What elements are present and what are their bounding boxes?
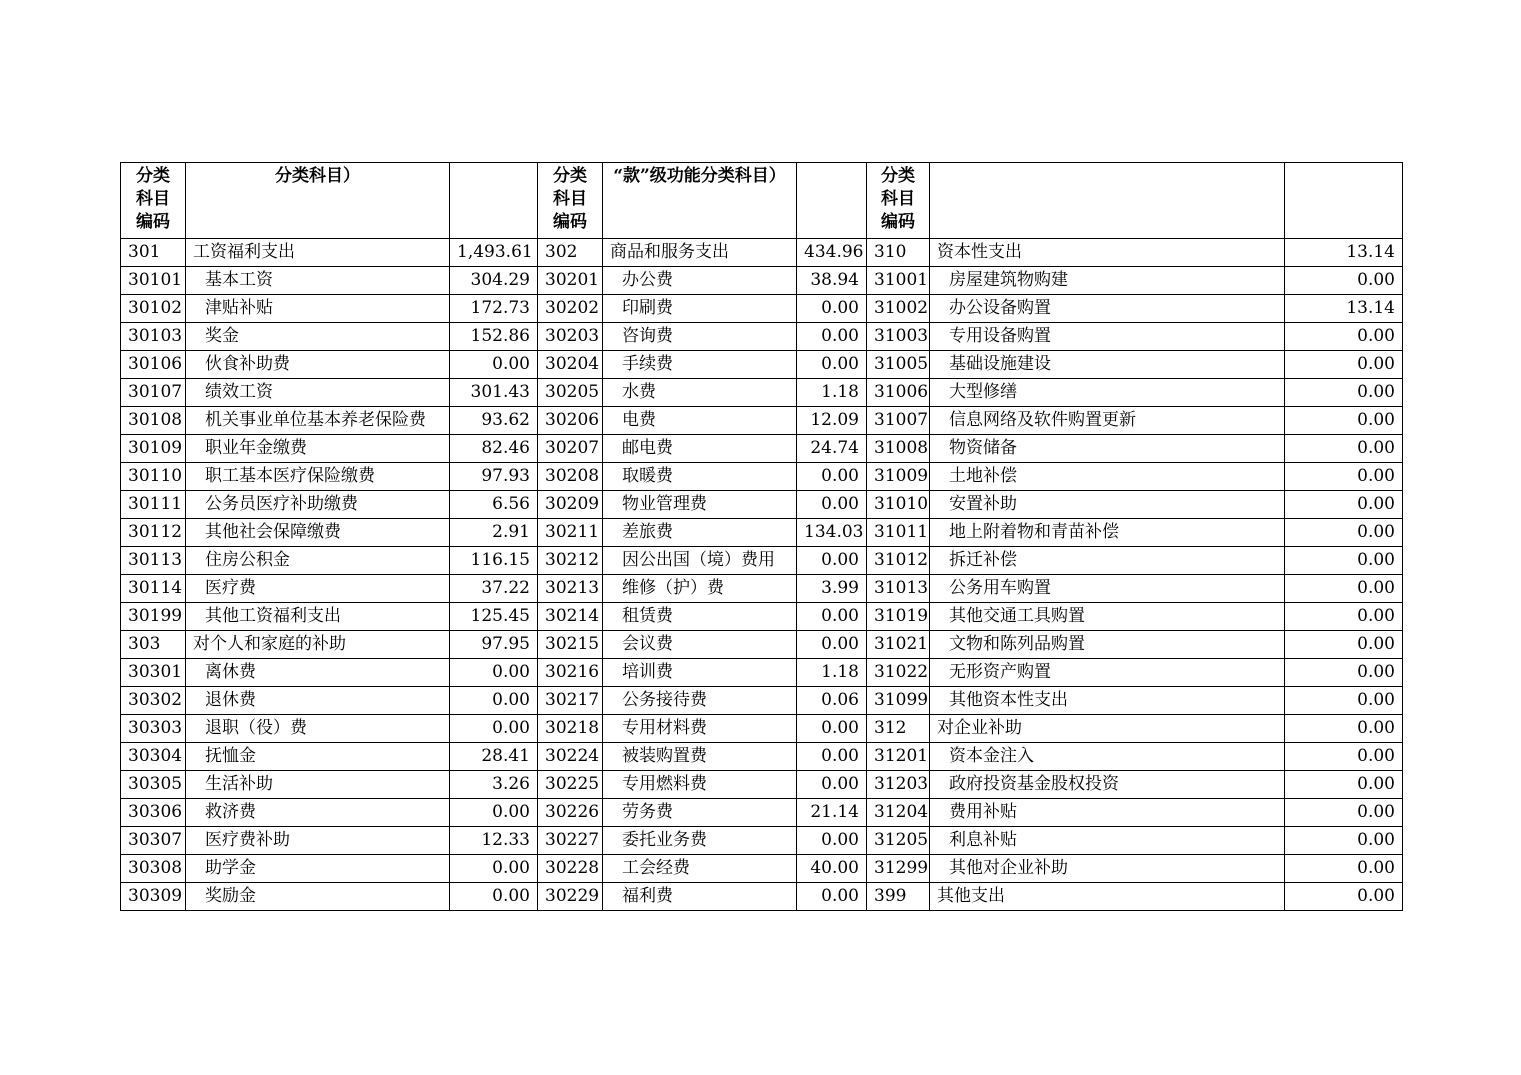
category-amount-3: 0.00 <box>1285 323 1403 351</box>
category-name-1: 离休费 <box>186 659 450 687</box>
category-name-1: 公务员医疗补助缴费 <box>186 491 450 519</box>
category-amount-1: 0.00 <box>450 715 538 743</box>
category-amount-3: 0.00 <box>1285 883 1403 911</box>
category-name-3: 其他资本性支出 <box>930 687 1285 715</box>
category-name-2: 公务接待费 <box>603 687 797 715</box>
category-amount-1: 125.45 <box>450 603 538 631</box>
category-code-1: 30302 <box>121 687 186 715</box>
category-code-1: 30307 <box>121 827 186 855</box>
category-name-1: 津贴补贴 <box>186 295 450 323</box>
category-code-2: 30212 <box>538 547 603 575</box>
category-name-2: 差旅费 <box>603 519 797 547</box>
category-amount-2: 0.00 <box>797 743 867 771</box>
category-amount-2: 0.06 <box>797 687 867 715</box>
category-name-1: 医疗费补助 <box>186 827 450 855</box>
category-amount-3: 0.00 <box>1285 547 1403 575</box>
category-code-3: 31008 <box>867 435 930 463</box>
category-code-3: 31203 <box>867 771 930 799</box>
category-code-1: 30109 <box>121 435 186 463</box>
category-amount-3: 0.00 <box>1285 407 1403 435</box>
category-amount-3: 0.00 <box>1285 267 1403 295</box>
category-name-3: 地上附着物和青苗补偿 <box>930 519 1285 547</box>
category-name-1: 机关事业单位基本养老保险费 <box>186 407 450 435</box>
category-name-2: 印刷费 <box>603 295 797 323</box>
category-name-1: 职工基本医疗保险缴费 <box>186 463 450 491</box>
table-row <box>121 519 1403 547</box>
category-code-2: 30207 <box>538 435 603 463</box>
category-code-3: 31012 <box>867 547 930 575</box>
category-code-2: 302 <box>538 239 603 267</box>
category-code-2: 30204 <box>538 351 603 379</box>
category-name-1: 退休费 <box>186 687 450 715</box>
category-code-1: 30101 <box>121 267 186 295</box>
category-code-3: 31204 <box>867 799 930 827</box>
category-amount-2: 38.94 <box>797 267 867 295</box>
category-code-1: 30106 <box>121 351 186 379</box>
table-row <box>121 631 1403 659</box>
category-code-3: 312 <box>867 715 930 743</box>
category-code-2: 30217 <box>538 687 603 715</box>
category-name-2: 取暖费 <box>603 463 797 491</box>
category-name-2: 专用材料费 <box>603 715 797 743</box>
table-row <box>121 687 1403 715</box>
category-name-1: 职业年金缴费 <box>186 435 450 463</box>
category-code-2: 30209 <box>538 491 603 519</box>
category-amount-2: 21.14 <box>797 799 867 827</box>
category-code-2: 30205 <box>538 379 603 407</box>
category-name-2: 培训费 <box>603 659 797 687</box>
category-name-2: 工会经费 <box>603 855 797 883</box>
table-row <box>121 659 1403 687</box>
category-name-1: 其他社会保障缴费 <box>186 519 450 547</box>
category-code-2: 30208 <box>538 463 603 491</box>
category-amount-3: 0.00 <box>1285 715 1403 743</box>
category-code-3: 31007 <box>867 407 930 435</box>
table-header-row <box>121 163 1403 239</box>
category-amount-3: 0.00 <box>1285 603 1403 631</box>
category-code-3: 31205 <box>867 827 930 855</box>
category-name-2: 物业管理费 <box>603 491 797 519</box>
category-amount-1: 1,493.61 <box>450 239 538 267</box>
category-code-3: 31099 <box>867 687 930 715</box>
header-code-3: 分类科目编码 <box>867 163 930 239</box>
category-amount-1: 37.22 <box>450 575 538 603</box>
category-amount-2: 24.74 <box>797 435 867 463</box>
budget-table <box>120 162 1403 911</box>
category-code-1: 30309 <box>121 883 186 911</box>
table-row <box>121 799 1403 827</box>
category-amount-3: 0.00 <box>1285 463 1403 491</box>
category-name-3: 其他交通工具购置 <box>930 603 1285 631</box>
category-name-1: 医疗费 <box>186 575 450 603</box>
category-code-2: 30206 <box>538 407 603 435</box>
category-code-2: 30225 <box>538 771 603 799</box>
table-body <box>121 163 1403 911</box>
category-amount-2: 0.00 <box>797 771 867 799</box>
category-name-3: 资本金注入 <box>930 743 1285 771</box>
category-name-3: 专用设备购置 <box>930 323 1285 351</box>
category-amount-3: 0.00 <box>1285 659 1403 687</box>
category-code-2: 30224 <box>538 743 603 771</box>
category-amount-1: 3.26 <box>450 771 538 799</box>
category-code-1: 30305 <box>121 771 186 799</box>
category-amount-3: 0.00 <box>1285 435 1403 463</box>
category-amount-1: 0.00 <box>450 855 538 883</box>
header-name-2: “款”级功能分类科目） <box>603 163 797 239</box>
table-row <box>121 547 1403 575</box>
category-name-2: 租赁费 <box>603 603 797 631</box>
category-name-1: 工资福利支出 <box>186 239 450 267</box>
category-code-3: 31006 <box>867 379 930 407</box>
category-amount-1: 0.00 <box>450 351 538 379</box>
category-code-2: 30202 <box>538 295 603 323</box>
category-amount-1: 12.33 <box>450 827 538 855</box>
category-code-3: 31201 <box>867 743 930 771</box>
category-name-3: 大型修缮 <box>930 379 1285 407</box>
category-amount-3: 0.00 <box>1285 743 1403 771</box>
category-code-3: 31003 <box>867 323 930 351</box>
category-code-1: 30301 <box>121 659 186 687</box>
category-amount-1: 172.73 <box>450 295 538 323</box>
category-code-2: 30228 <box>538 855 603 883</box>
category-code-2: 30201 <box>538 267 603 295</box>
category-name-1: 助学金 <box>186 855 450 883</box>
category-amount-2: 0.00 <box>797 351 867 379</box>
category-amount-3: 0.00 <box>1285 379 1403 407</box>
category-amount-3: 0.00 <box>1285 687 1403 715</box>
category-amount-1: 0.00 <box>450 799 538 827</box>
category-code-3: 399 <box>867 883 930 911</box>
category-code-3: 31021 <box>867 631 930 659</box>
category-amount-3: 0.00 <box>1285 799 1403 827</box>
header-amount-1 <box>450 163 538 239</box>
table-row <box>121 715 1403 743</box>
category-code-1: 30114 <box>121 575 186 603</box>
category-code-2: 30227 <box>538 827 603 855</box>
category-amount-1: 2.91 <box>450 519 538 547</box>
category-name-3: 基础设施建设 <box>930 351 1285 379</box>
category-name-1: 基本工资 <box>186 267 450 295</box>
table-row <box>121 323 1403 351</box>
category-code-1: 30112 <box>121 519 186 547</box>
category-name-3: 公务用车购置 <box>930 575 1285 603</box>
category-code-3: 31011 <box>867 519 930 547</box>
category-name-2: 邮电费 <box>603 435 797 463</box>
category-code-3: 31001 <box>867 267 930 295</box>
category-name-2: 商品和服务支出 <box>603 239 797 267</box>
category-code-1: 30304 <box>121 743 186 771</box>
category-name-2: 被装购置费 <box>603 743 797 771</box>
category-code-1: 30303 <box>121 715 186 743</box>
category-name-3: 资本性支出 <box>930 239 1285 267</box>
category-amount-2: 1.18 <box>797 659 867 687</box>
category-amount-1: 152.86 <box>450 323 538 351</box>
category-amount-3: 13.14 <box>1285 239 1403 267</box>
category-amount-2: 0.00 <box>797 827 867 855</box>
category-name-3: 拆迁补偿 <box>930 547 1285 575</box>
category-name-1: 对个人和家庭的补助 <box>186 631 450 659</box>
category-amount-1: 116.15 <box>450 547 538 575</box>
category-code-1: 30308 <box>121 855 186 883</box>
table-row <box>121 435 1403 463</box>
category-amount-2: 0.00 <box>797 295 867 323</box>
category-amount-3: 13.14 <box>1285 295 1403 323</box>
category-name-1: 其他工资福利支出 <box>186 603 450 631</box>
category-amount-2: 0.00 <box>797 463 867 491</box>
category-amount-1: 28.41 <box>450 743 538 771</box>
category-code-3: 31299 <box>867 855 930 883</box>
category-code-3: 31019 <box>867 603 930 631</box>
category-code-1: 30108 <box>121 407 186 435</box>
table-row <box>121 407 1403 435</box>
category-code-2: 30226 <box>538 799 603 827</box>
category-code-2: 30203 <box>538 323 603 351</box>
category-code-3: 31009 <box>867 463 930 491</box>
category-amount-2: 434.96 <box>797 239 867 267</box>
category-code-1: 30110 <box>121 463 186 491</box>
category-name-3: 无形资产购置 <box>930 659 1285 687</box>
category-amount-2: 40.00 <box>797 855 867 883</box>
category-name-2: 福利费 <box>603 883 797 911</box>
category-name-1: 奖金 <box>186 323 450 351</box>
category-amount-2: 134.03 <box>797 519 867 547</box>
category-amount-1: 0.00 <box>450 883 538 911</box>
category-amount-3: 0.00 <box>1285 771 1403 799</box>
header-amount-2 <box>797 163 867 239</box>
category-name-3: 安置补助 <box>930 491 1285 519</box>
category-amount-2: 0.00 <box>797 491 867 519</box>
category-name-1: 住房公积金 <box>186 547 450 575</box>
category-amount-3: 0.00 <box>1285 351 1403 379</box>
category-name-2: 委托业务费 <box>603 827 797 855</box>
category-code-2: 30218 <box>538 715 603 743</box>
category-code-1: 303 <box>121 631 186 659</box>
category-amount-2: 0.00 <box>797 631 867 659</box>
category-name-3: 物资储备 <box>930 435 1285 463</box>
category-code-3: 31010 <box>867 491 930 519</box>
category-name-1: 生活补助 <box>186 771 450 799</box>
category-code-1: 30306 <box>121 799 186 827</box>
table-row <box>121 463 1403 491</box>
table-row <box>121 883 1403 911</box>
table-row <box>121 855 1403 883</box>
category-name-3: 对企业补助 <box>930 715 1285 743</box>
category-amount-1: 0.00 <box>450 687 538 715</box>
category-code-1: 301 <box>121 239 186 267</box>
category-amount-2: 1.18 <box>797 379 867 407</box>
table-row <box>121 351 1403 379</box>
table-row <box>121 379 1403 407</box>
category-code-2: 30229 <box>538 883 603 911</box>
table-row <box>121 827 1403 855</box>
header-name-1: 分类科目） <box>186 163 450 239</box>
category-code-2: 30216 <box>538 659 603 687</box>
category-code-3: 31022 <box>867 659 930 687</box>
category-amount-1: 0.00 <box>450 659 538 687</box>
category-amount-3: 0.00 <box>1285 827 1403 855</box>
category-name-2: 劳务费 <box>603 799 797 827</box>
category-name-2: 手续费 <box>603 351 797 379</box>
category-amount-1: 6.56 <box>450 491 538 519</box>
category-name-2: 维修（护）费 <box>603 575 797 603</box>
category-name-2: 因公出国（境）费用 <box>603 547 797 575</box>
header-name-3 <box>930 163 1285 239</box>
table-row <box>121 491 1403 519</box>
category-name-1: 奖励金 <box>186 883 450 911</box>
category-code-3: 31005 <box>867 351 930 379</box>
category-name-3: 房屋建筑物购建 <box>930 267 1285 295</box>
table-row <box>121 603 1403 631</box>
category-name-3: 利息补贴 <box>930 827 1285 855</box>
category-amount-3: 0.00 <box>1285 519 1403 547</box>
category-amount-1: 97.95 <box>450 631 538 659</box>
category-name-1: 伙食补助费 <box>186 351 450 379</box>
category-code-2: 30214 <box>538 603 603 631</box>
category-amount-1: 97.93 <box>450 463 538 491</box>
category-amount-2: 3.99 <box>797 575 867 603</box>
category-name-3: 其他对企业补助 <box>930 855 1285 883</box>
category-amount-1: 301.43 <box>450 379 538 407</box>
table-row <box>121 295 1403 323</box>
category-name-2: 办公费 <box>603 267 797 295</box>
category-name-3: 费用补贴 <box>930 799 1285 827</box>
category-amount-2: 0.00 <box>797 715 867 743</box>
category-code-2: 30215 <box>538 631 603 659</box>
category-code-1: 30102 <box>121 295 186 323</box>
header-code-1: 分类科目编码 <box>121 163 186 239</box>
category-name-2: 电费 <box>603 407 797 435</box>
category-name-3: 文物和陈列品购置 <box>930 631 1285 659</box>
category-name-1: 退职（役）费 <box>186 715 450 743</box>
category-amount-1: 304.29 <box>450 267 538 295</box>
category-code-1: 30103 <box>121 323 186 351</box>
category-name-2: 会议费 <box>603 631 797 659</box>
category-name-2: 专用燃料费 <box>603 771 797 799</box>
category-amount-3: 0.00 <box>1285 491 1403 519</box>
table-row <box>121 239 1403 267</box>
category-amount-3: 0.00 <box>1285 855 1403 883</box>
category-amount-2: 0.00 <box>797 883 867 911</box>
category-name-1: 绩效工资 <box>186 379 450 407</box>
category-amount-1: 82.46 <box>450 435 538 463</box>
category-amount-2: 0.00 <box>797 323 867 351</box>
category-code-1: 30111 <box>121 491 186 519</box>
category-name-3: 其他支出 <box>930 883 1285 911</box>
table-row <box>121 743 1403 771</box>
table-row <box>121 267 1403 295</box>
category-code-1: 30113 <box>121 547 186 575</box>
category-code-1: 30199 <box>121 603 186 631</box>
category-code-2: 30213 <box>538 575 603 603</box>
category-amount-3: 0.00 <box>1285 631 1403 659</box>
category-code-1: 30107 <box>121 379 186 407</box>
category-amount-1: 93.62 <box>450 407 538 435</box>
category-name-3: 政府投资基金股权投资 <box>930 771 1285 799</box>
category-name-3: 信息网络及软件购置更新 <box>930 407 1285 435</box>
header-code-2: 分类科目编码 <box>538 163 603 239</box>
category-name-1: 抚恤金 <box>186 743 450 771</box>
table-row <box>121 771 1403 799</box>
category-name-2: 咨询费 <box>603 323 797 351</box>
category-amount-2: 0.00 <box>797 547 867 575</box>
category-code-3: 31002 <box>867 295 930 323</box>
category-name-2: 水费 <box>603 379 797 407</box>
category-amount-2: 12.09 <box>797 407 867 435</box>
category-amount-3: 0.00 <box>1285 575 1403 603</box>
category-name-3: 土地补偿 <box>930 463 1285 491</box>
category-code-2: 30211 <box>538 519 603 547</box>
category-name-1: 救济费 <box>186 799 450 827</box>
category-code-3: 310 <box>867 239 930 267</box>
category-name-3: 办公设备购置 <box>930 295 1285 323</box>
header-amount-3 <box>1285 163 1403 239</box>
category-code-3: 31013 <box>867 575 930 603</box>
category-amount-2: 0.00 <box>797 603 867 631</box>
table-row <box>121 575 1403 603</box>
